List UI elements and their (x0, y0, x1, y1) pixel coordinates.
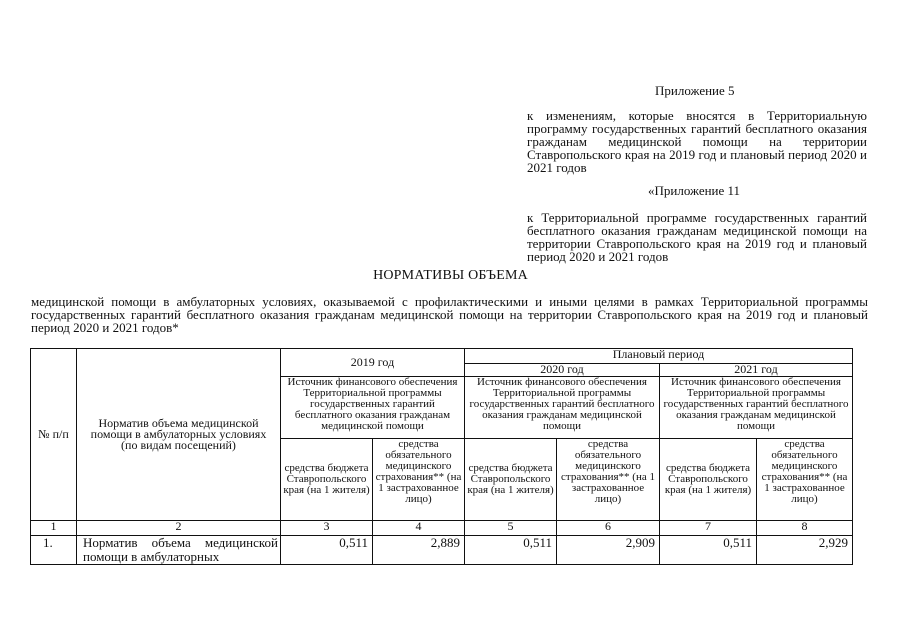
col-header-2020: 2020 год (465, 364, 660, 377)
source-header-2020: Источник финансового обеспечения Территориальной программы государственных гарантий бесплатного оказания гражданам медицинской помощи (465, 377, 660, 439)
col-header-planned-period: Плановый период (465, 349, 853, 364)
table-row (31, 536, 853, 565)
appendix-11-reference: к Территориальной программе государственных гарантий бесплатного оказания гражданам медицинской помощи на территории Ставропольского края на 2019 год и плановый период 2020 и 2021 годов (527, 210, 867, 264)
col-number-3: 3 (281, 521, 373, 536)
appendix-11-heading: «Приложение 11 (648, 183, 741, 198)
col-number-7: 7 (660, 521, 757, 536)
col-number-1: 1 (31, 521, 77, 536)
oms-header-2019: средства обязательного медицинского страхования** (на 1 застрахованное лицо) (373, 439, 465, 521)
value-2019-budget: 0,511 (281, 536, 373, 565)
col-number-8: 8 (757, 521, 853, 536)
col-number-2: 2 (77, 521, 281, 536)
budget-header-2020: средства бюджета Ставропольского края (на 1 жителя) (465, 439, 557, 521)
norms-table (30, 348, 853, 565)
source-header-2019: Источник финансового обеспечения Территориальной программы государственных гарантий бесплатного оказания гражданам медицинской помощи (281, 377, 465, 439)
budget-header-2019: средства бюджета Ставропольского края (на 1 жителя) (281, 439, 373, 521)
value-2019-oms: 2,889 (373, 536, 465, 565)
row-index: 1. (31, 536, 77, 565)
col-header-name: Норматив объема медицинской помощи в амбулаторных условиях (по видам посещений) (77, 349, 281, 521)
value-2021-oms: 2,929 (757, 536, 853, 565)
col-header-2021: 2021 год (660, 364, 853, 377)
appendix-reference: к изменениям, которые вносятся в Территориальную программу государственных гарантий бесплатного оказания гражданам медицинской помощи на территории Ставропольского края на 2019 год и плановый период 2020 и 2021 годов (527, 108, 867, 175)
value-2020-budget: 0,511 (465, 536, 557, 565)
document-title: НОРМАТИВЫ ОБЪЕМА (373, 268, 528, 283)
col-header-2019: 2019 год (281, 349, 465, 377)
value-2020-oms: 2,909 (557, 536, 660, 565)
source-header-2021: Источник финансового обеспечения Территориальной программы государственных гарантий бесплатного оказания гражданам медицинской помощи (660, 377, 853, 439)
col-header-number: № п/п (31, 349, 77, 521)
oms-header-2021: средства обязательного медицинского страхования** (на 1 застрахованное лицо) (757, 439, 853, 521)
row-name: Норматив объема медицинской помощи в амбулаторных (77, 536, 281, 565)
budget-header-2021: средства бюджета Ставропольского края (на 1 жителя) (660, 439, 757, 521)
col-number-6: 6 (557, 521, 660, 536)
document-subtitle: медицинской помощи в амбулаторных условиях, оказываемой с профилактическими и иными целями в рамках Территориальной программы государственных гарантий бесплатного оказания гражданам медицинской помощи на территории Ставропольского края на 2019 год и плановый период 2020 и 2021 годов* (31, 294, 868, 335)
value-2021-budget: 0,511 (660, 536, 757, 565)
col-number-5: 5 (465, 521, 557, 536)
oms-header-2020: средства обязательного медицинского страхования** (на 1 застрахованное лицо) (557, 439, 660, 521)
col-number-4: 4 (373, 521, 465, 536)
appendix-heading: Приложение 5 (655, 83, 735, 98)
